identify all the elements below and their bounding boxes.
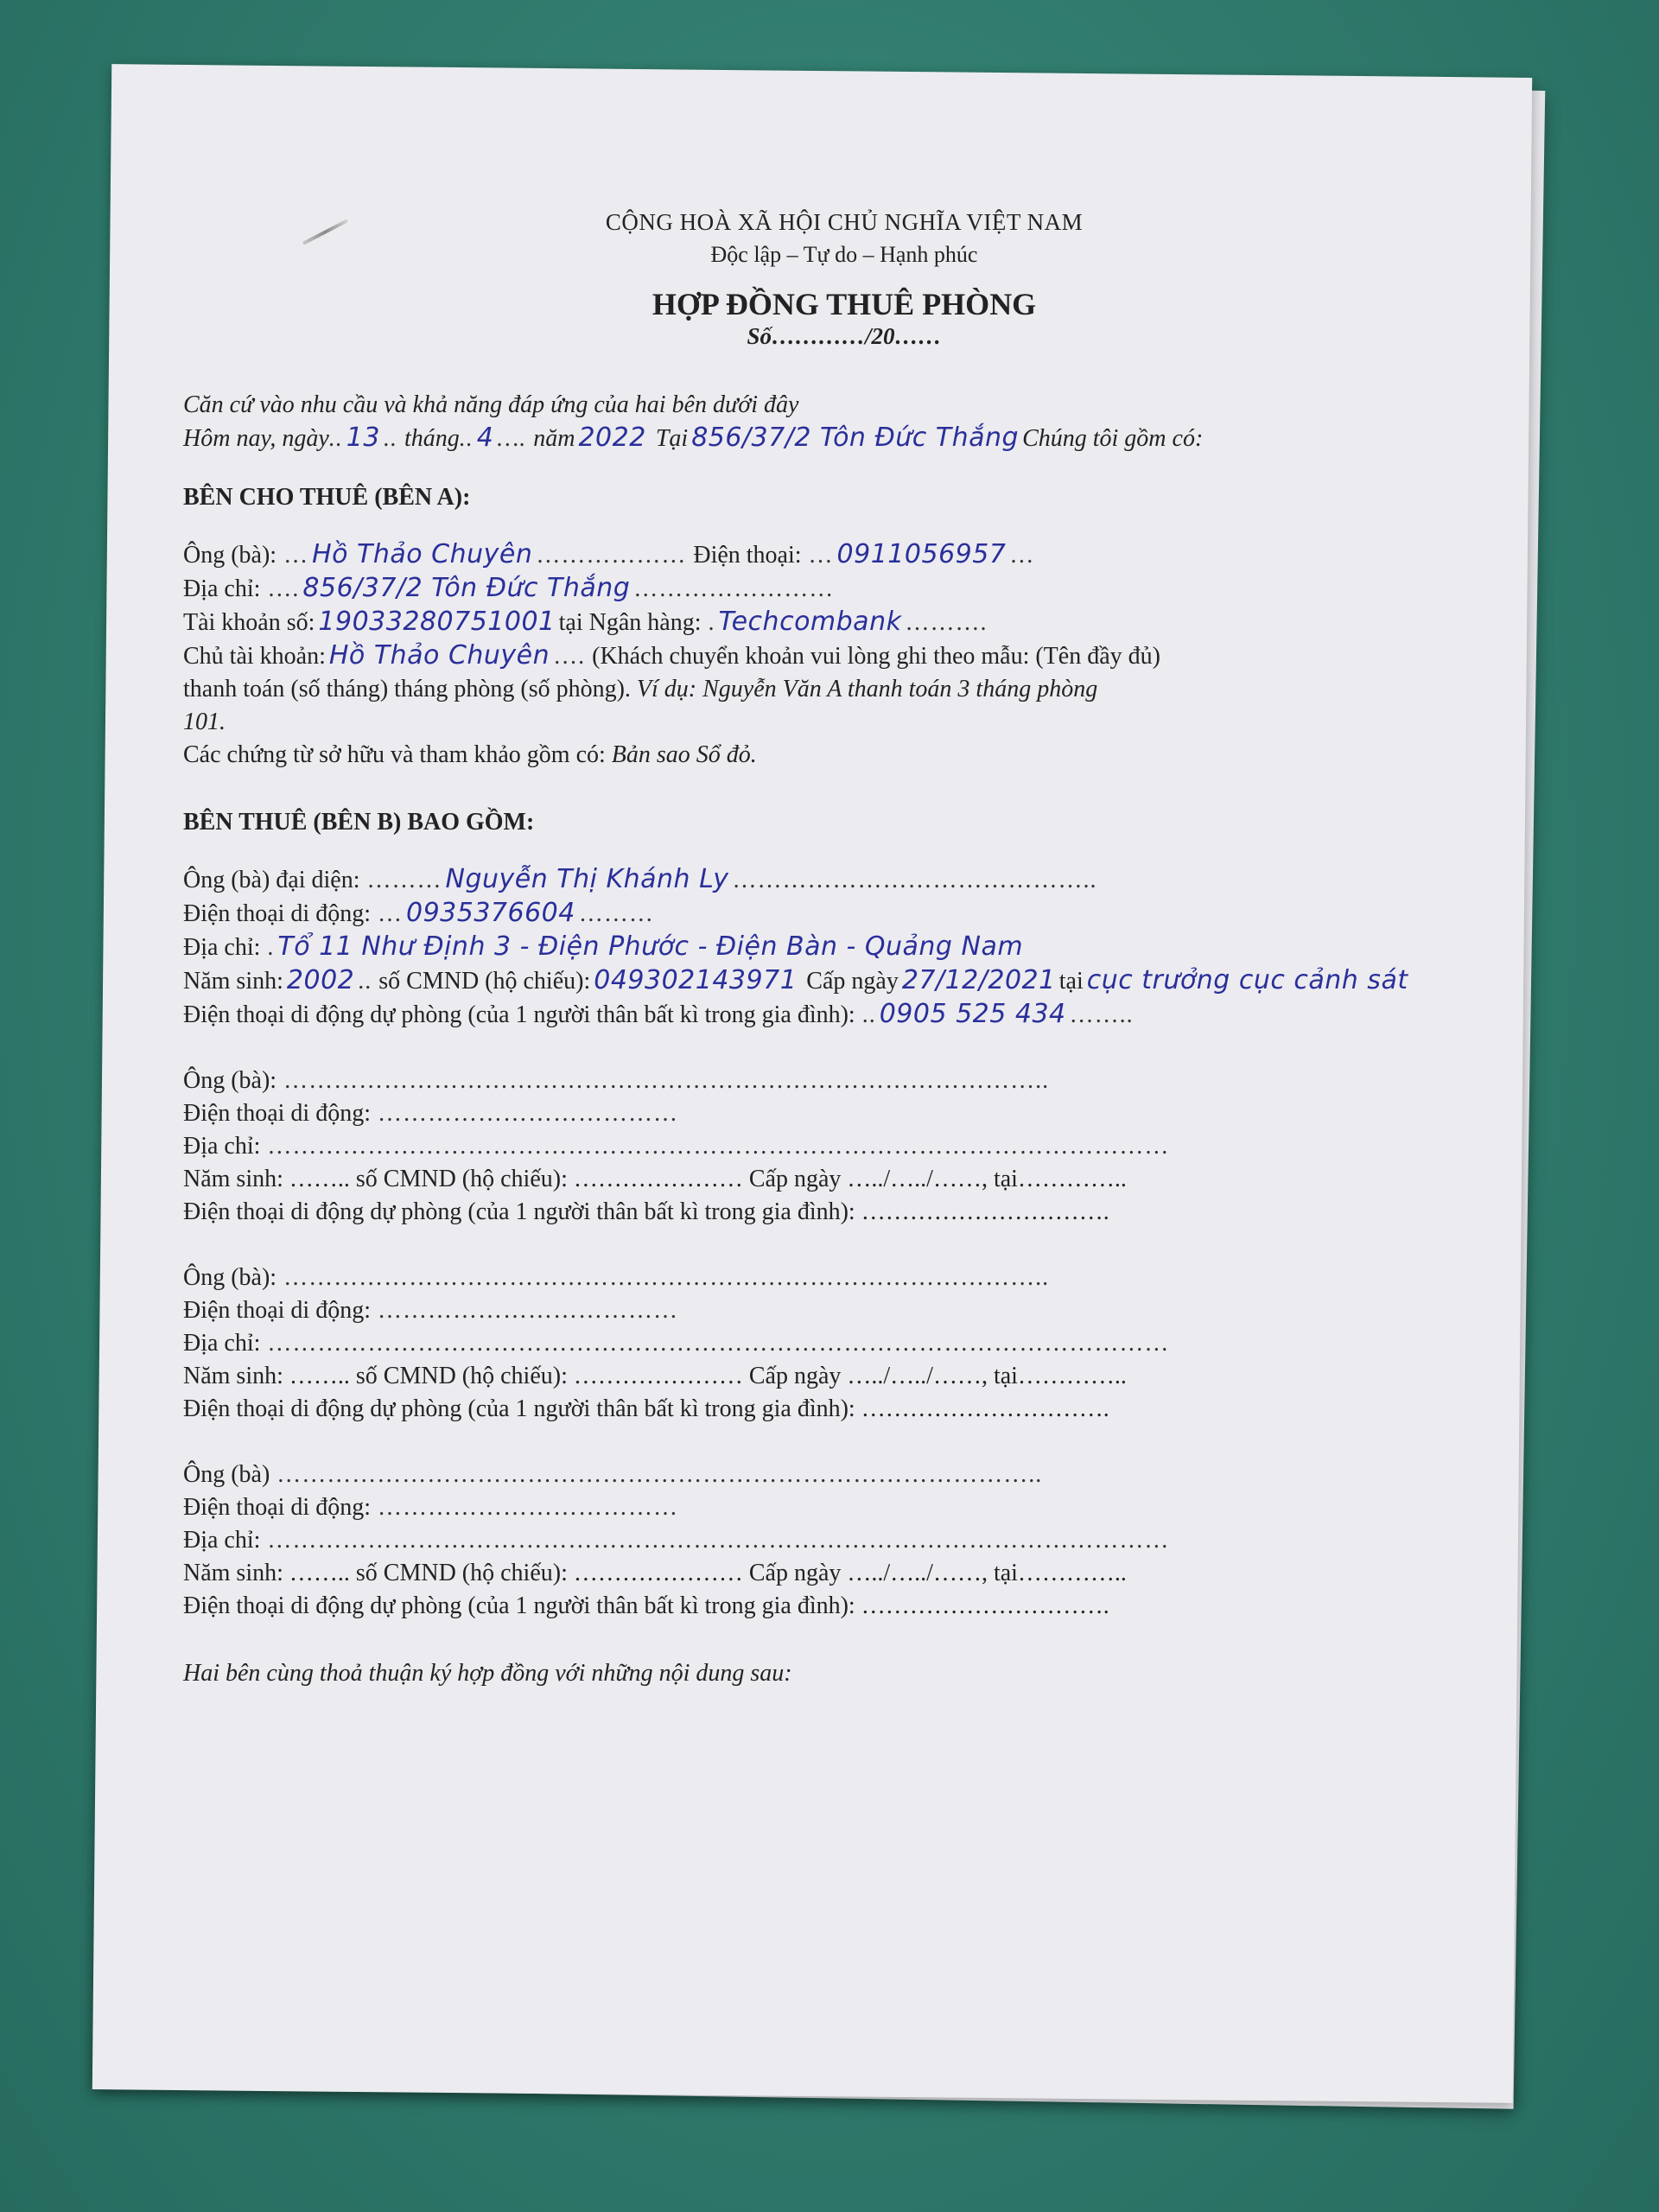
member-4-mobile-row: Điện thoại di động: ……………………………… [183, 1494, 678, 1521]
birth-label: Năm sinh: [183, 968, 283, 995]
party-b-id: 049302143971 [594, 965, 798, 995]
name-label: Ông (bà): [183, 1067, 277, 1094]
party-a-address: 856/37/2 Tôn Đức Thắng [302, 573, 631, 603]
docs-row [183, 739, 1505, 772]
contract-number: Số…………/20…… [747, 323, 942, 349]
closing-line: Hai bên cùng thoả thuận ký hợp đồng với những nội dung sau: [183, 1660, 792, 1687]
nation-heading: CỘNG HOÀ XÃ HỘI CHỦ NGHĨA VIỆT NAM [605, 209, 1084, 235]
mobile-label: Điện thoại di động: [183, 1297, 371, 1324]
issued-label: Cấp ngày [806, 968, 899, 995]
member-4-backup-row: Điện thoại di động dự phòng (của 1 người thân bất kì trong gia đình): …………………………. [183, 1592, 1109, 1619]
member-4-name-row: Ông (bà) ……………………………………………………………………………….. [183, 1461, 1043, 1488]
transfer-example: Ví dụ: Nguyễn Văn A thanh toán 3 tháng phòng [636, 676, 1098, 702]
mobile-label: Điện thoại di động: [183, 900, 371, 927]
party-a-phone: 0911056957 [836, 539, 1007, 569]
place-label: tại [1058, 968, 1084, 995]
year-label: năm [533, 425, 575, 452]
place-value: 856/37/2 Tôn Đức Thắng [691, 423, 1020, 453]
national-motto: Độc lập – Tự do – Hạnh phúc [710, 242, 978, 267]
at-label: Tại [655, 425, 689, 452]
party-a-name-row: Ông (bà): … Hồ Thảo Chuyên ……………… Điện thoại: … 0911056957 … [183, 539, 1035, 569]
date-line: Hôm nay, ngày.. 13 .. tháng.. 4 …. năm 2022 Tại 856/37/2 Tôn Đức Thắng Chúng tôi gồm có: [183, 423, 1204, 453]
mobile-label: Điện thoại di động: [183, 1100, 371, 1127]
party-a-holder-row: Chủ tài khoản: Hồ Thảo Chuyên …. (Khách chuyển khoản vui lòng ghi theo mẫu: (Tên đầy đủ) [183, 640, 1160, 671]
party-b-backup-row: Điện thoại di động dự phòng (của 1 người thân bất kì trong gia đình): .. 0905 525 434 …….. [183, 999, 1134, 1029]
party-a-heading: BÊN CHO THUÊ (BÊN A): [183, 484, 471, 511]
month-label: tháng [404, 425, 460, 452]
party-b-mobile-row: Điện thoại di động: … 0935376604 ……… [183, 898, 654, 928]
docs-label: Các chứng từ sở hữu và tham khảo gồm có: [183, 741, 606, 768]
address-label: Địa chỉ: [183, 1527, 261, 1554]
party-a-account: 19033280751001 [318, 607, 556, 637]
party-b-rep-row: Ông (bà) đại diện: ……… Nguyễn Thị Khánh Ly …………………………………….. [183, 864, 1097, 894]
backup-label: Điện thoại di động dự phòng (của 1 người thân bất kì trong gia đình): [183, 1001, 855, 1028]
party-b-place: cục trưởng cục cảnh sát [1086, 965, 1408, 995]
party-b-rep: Nguyễn Thị Khánh Ly [445, 864, 729, 894]
id-label: số CMND (hộ chiếu): [378, 968, 591, 995]
rep-label: Ông (bà) đại diện: [183, 867, 360, 893]
address-label: Địa chỉ: [183, 934, 261, 961]
name-label: Ông (bà) [183, 1461, 270, 1488]
member-4-address-row: Địa chỉ: ……………………………………………………………………………………………… [183, 1527, 1170, 1554]
address-label: Địa chỉ: [183, 575, 261, 602]
mobile-label: Điện thoại di động: [183, 1494, 371, 1521]
transfer-example-2: 101. [183, 709, 226, 735]
transfer-note: (Khách chuyển khoản vui lòng ghi theo mẫu: (Tên đầy đủ) [592, 643, 1160, 670]
contract-title: HỢP ĐỒNG THUÊ PHÒNG [652, 287, 1037, 321]
name-label: Ông (bà): [183, 542, 277, 569]
party-b-backup: 0905 525 434 [879, 999, 1066, 1029]
party-b-issued: 27/12/2021 [901, 965, 1056, 995]
member-2-mobile-row: Điện thoại di động: ……………………………… [183, 1100, 678, 1127]
basis-line: Căn cứ vào nhu cầu và khả năng đáp ứng của hai bên dưới đây [183, 391, 799, 418]
year-value: 2022 [578, 423, 646, 453]
today-label: Hôm nay, ngày [183, 425, 329, 452]
party-b-address-row: Địa chỉ: . Tổ 11 Như Định 3 - Điện Phước - Điện Bàn - Quảng Nam [183, 931, 1505, 964]
member-2-name-row: Ông (bà): ……………………………………………………………………………….. [183, 1067, 1050, 1094]
contract-content [183, 206, 1505, 1690]
transfer-note-row [183, 673, 1505, 706]
transfer-note-2: thanh toán (số tháng) tháng phòng (số phòng). [183, 676, 631, 702]
phone-label: Điện thoại: [693, 542, 802, 569]
member-4-birth-row: Năm sinh: …….. số CMND (hộ chiếu): ………………… Cấp ngày …../…../……, tại………….. [183, 1560, 1127, 1586]
address-label: Địa chỉ: [183, 1330, 261, 1357]
party-b-heading: BÊN THUÊ (BÊN B) BAO GỒM: [183, 809, 535, 836]
account-label: Tài khoản số: [183, 609, 315, 636]
member-3-backup-row: Điện thoại di động dự phòng (của 1 người thân bất kì trong gia đình): …………………………. [183, 1395, 1109, 1422]
month-value: 4 [476, 423, 494, 453]
member-3-mobile-row: Điện thoại di động: ……………………………… [183, 1297, 678, 1324]
member-3-address-row: Địa chỉ: ……………………………………………………………………………………………… [183, 1330, 1170, 1357]
party-a-address-row: Địa chỉ: …. 856/37/2 Tôn Đức Thắng …………………… [183, 573, 835, 603]
party-a-name: Hồ Thảo Chuyên [312, 539, 533, 569]
party-a-account-row: Tài khoản số: 19033280751001 tại Ngân hàng: . Techcombank ………. [183, 607, 988, 637]
member-2-backup-row: Điện thoại di động dự phòng (của 1 người thân bất kì trong gia đình): …………………………. [183, 1198, 1109, 1225]
day-value: 13 [346, 423, 380, 453]
party-a-bank: Techcombank [718, 607, 902, 637]
party-b-birth-row: Năm sinh: 2002 .. số CMND (hộ chiếu): 049302143971 Cấp ngày 27/12/2021 tại cục trưởng cục cảnh sát [183, 964, 1505, 998]
intro-suffix: Chúng tôi gồm có: [1022, 425, 1204, 452]
address-label: Địa chỉ: [183, 1133, 261, 1160]
party-a-holder: Hồ Thảo Chuyên [328, 640, 550, 671]
docs-value: Bản sao Sổ đỏ. [611, 741, 757, 768]
member-2-birth-row: Năm sinh: …….. số CMND (hộ chiếu): ………………… Cấp ngày …../…../……, tại………….. [183, 1166, 1127, 1192]
party-b-birth: 2002 [286, 965, 355, 995]
party-b-address: Tổ 11 Như Định 3 - Điện Phước - Điện Bàn - Quảng Nam [277, 931, 1024, 962]
member-3-birth-row: Năm sinh: …….. số CMND (hộ chiếu): ………………… Cấp ngày …../…../……, tại………….. [183, 1363, 1127, 1389]
party-b-mobile: 0935376604 [405, 898, 575, 928]
member-3-name-row: Ông (bà): ……………………………………………………………………………….. [183, 1264, 1050, 1291]
bank-label: tại Ngân hàng: [558, 609, 702, 636]
name-label: Ông (bà): [183, 1264, 277, 1291]
member-2-address-row: Địa chỉ: ……………………………………………………………………………………………… [183, 1133, 1170, 1160]
holder-label: Chủ tài khoản: [183, 643, 326, 670]
